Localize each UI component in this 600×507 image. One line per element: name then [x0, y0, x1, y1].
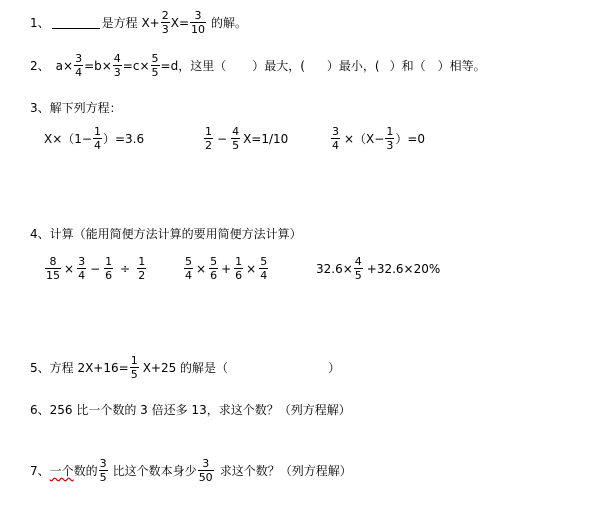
equation-text: a× — [55, 58, 74, 73]
question-3-title: 3、解下列方程： — [30, 101, 122, 115]
fraction: $\frac{4}{3}$ — [113, 52, 121, 79]
equation-text: =d，这里（ — [160, 59, 227, 73]
fraction: $\frac{1}{2}$ — [205, 125, 212, 152]
q4-expression-1: $\frac{8}{15}$ × $\frac{3}{4}$ − $\frac{1}{6}$ ÷ $\frac{1}{2}$ — [46, 255, 146, 282]
fraction: $\frac{3}{50}$ — [198, 457, 213, 484]
fraction: $\frac{3}{4}$ — [332, 125, 339, 152]
question-7: 7、 一个 数的 $\frac{3}{5}$ 比这个数本身少 $\frac{3}{50}$ 求这个数？（列方程解） — [30, 457, 352, 484]
answer-blank — [52, 17, 100, 29]
fraction: $\frac{4}{5}$ — [232, 125, 240, 152]
q3-equation-2: $\frac{1}{2}$ − $\frac{4}{5}$ X=1/10 — [205, 125, 289, 152]
fraction: $\frac{5}{4}$ — [260, 255, 268, 282]
equation-text: X= — [170, 15, 190, 30]
fraction: $\frac{3}{5}$ — [99, 457, 107, 484]
fraction: $\frac{3}{4}$ — [75, 52, 83, 79]
fraction: $\frac{5}{5}$ — [151, 52, 159, 79]
question-2 — [30, 53, 486, 78]
fraction: $\frac{5}{6}$ — [210, 255, 218, 282]
q4-expression-3: 32.6× $\frac{4}{5}$ +32.6×20% — [316, 255, 441, 282]
equation-text: =b× — [84, 58, 112, 73]
equation-text: =c× — [122, 58, 150, 73]
fraction: $\frac{1}{4}$ — [93, 125, 101, 152]
fraction: $\frac{3}{4}$ — [78, 255, 86, 282]
fraction: $\frac{1}{6}$ — [235, 255, 243, 282]
fraction: $\frac{4}{5}$ — [354, 255, 362, 282]
fraction: $\frac{1}{3}$ — [386, 125, 394, 152]
fraction: $\frac{3}{10}$ — [191, 9, 206, 36]
spellcheck-underlined-text: 一个 — [49, 464, 74, 478]
question-number: 1、 — [30, 16, 50, 30]
equation-text: ）最小，( — [326, 59, 380, 73]
question-number: 7、 — [30, 464, 50, 478]
fraction: $\frac{1}{6}$ — [105, 255, 113, 282]
equation-text: 的解。 — [211, 16, 248, 30]
question-5: 5、方程 2X+16= $\frac{1}{5}$ X+25 的解是（ ） — [30, 354, 341, 381]
q3-equation-1: X×（1− $\frac{1}{4}$ ）=3.6 — [44, 125, 145, 152]
equation-text: 是方程 X+ — [101, 16, 160, 30]
equation-text: ）和（ — [389, 59, 426, 73]
fraction: $\frac{5}{4}$ — [185, 255, 192, 282]
question-4-title: 4、计算（能用简便方法计算的要用简便方法计算） — [30, 227, 302, 241]
fraction: $\frac{2}{3}$ — [161, 9, 169, 36]
equation-text: ）最大，( — [252, 59, 305, 73]
question-number: 2、 — [30, 59, 50, 73]
fraction: $\frac{1}{5}$ — [130, 354, 138, 381]
fraction: $\frac{8}{15}$ — [46, 255, 60, 282]
q4-expression-2: $\frac{5}{4}$ × $\frac{5}{6}$ + $\frac{1}{6}$ × $\frac{5}{4}$ — [185, 255, 268, 282]
question-6: 6、256 比一个数的 3 倍还多 13，求这个数？（列方程解） — [30, 403, 351, 417]
fraction: $\frac{1}{2}$ — [138, 255, 146, 282]
question-1 — [30, 10, 247, 35]
q3-equation-3: $\frac{3}{4}$ ×（X− $\frac{1}{3}$ ）=0 — [332, 125, 426, 152]
equation-text: ）相等。 — [437, 59, 486, 73]
